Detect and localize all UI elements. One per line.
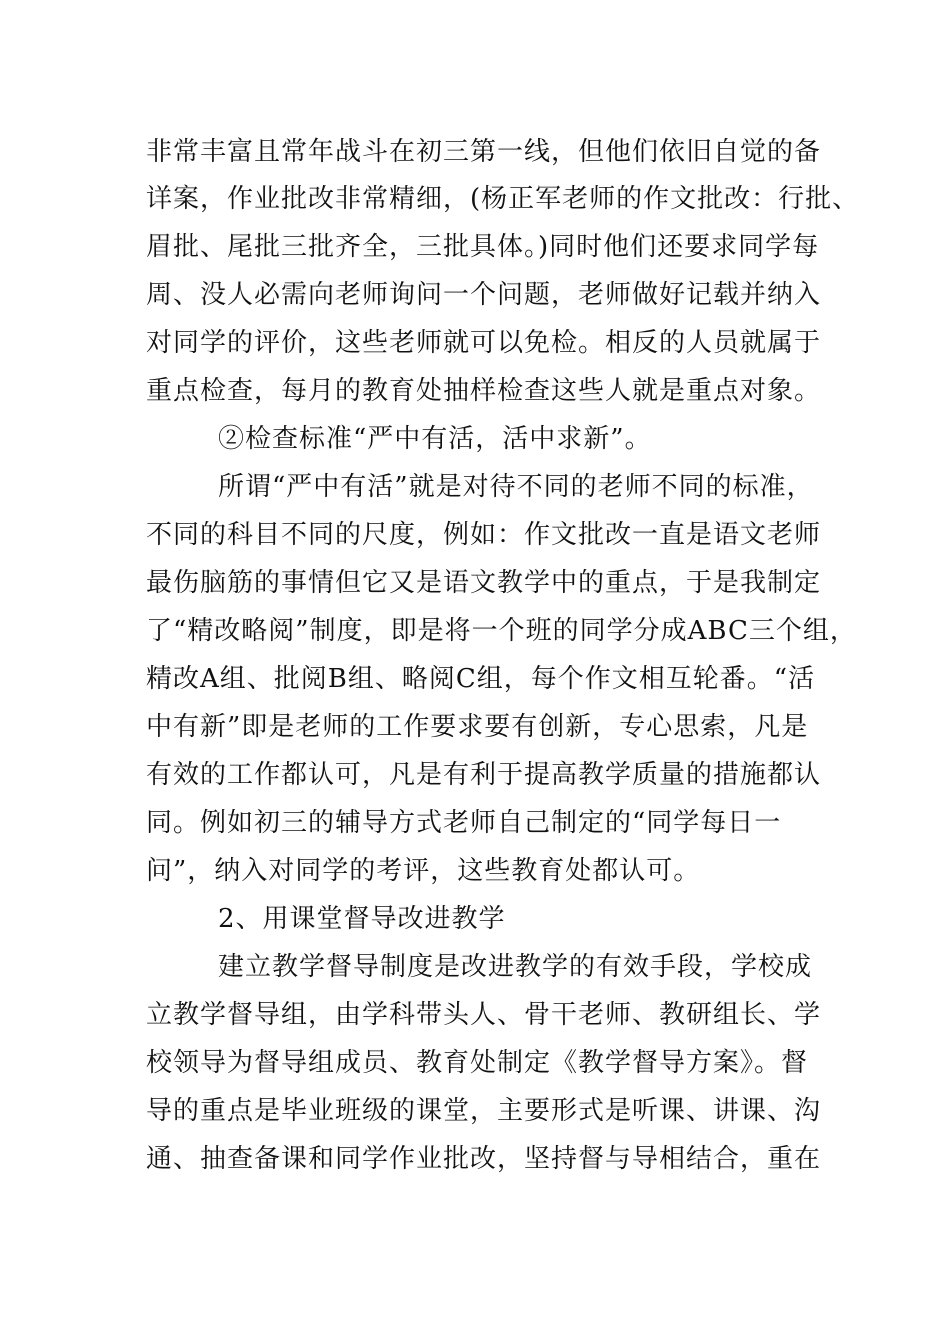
text-line: 对同学的评价，这些老师就可以免检。相反的人员就属于	[146, 328, 822, 358]
text-line: 非常丰富且常年战斗在初三第一线，但他们依旧自觉的备	[146, 137, 822, 167]
text-line: 详案，作业批改非常精细，(杨正军老师的作文批改：行批、	[146, 184, 860, 214]
text-line: 有效的工作都认可，凡是有利于提高教学质量的措施都认	[146, 760, 822, 790]
text-line: 导的重点是毕业班级的课堂，主要形式是听课、讲课、沟	[146, 1096, 822, 1126]
text-line: 精改A组、批阅B组、略阅C组，每个作文相互轮番。“活	[146, 664, 816, 694]
text-line: 立教学督导组，由学科带头人、骨干老师、教研组长、学	[146, 1000, 822, 1030]
text-line: 通、抽查备课和同学作业批改，坚持督与导相结合，重在	[146, 1144, 822, 1174]
text-line: 不同的科目不同的尺度，例如：作文批改一直是语文老师	[146, 520, 822, 550]
text-line: 中有新”即是老师的工作要求要有创新，专心思索，凡是	[146, 712, 809, 742]
section-heading: 2、用课堂督导改进教学	[218, 904, 506, 934]
text-line: 同。例如初三的辅导方式老师自己制定的“同学每日一	[146, 808, 782, 838]
text-line: 校领导为督导组成员、教育处制定《教学督导方案》。督	[146, 1048, 809, 1078]
text-line: 最伤脑筋的事情但它又是语文教学中的重点，于是我制定	[146, 568, 822, 598]
text-line: 眉批、尾批三批齐全，三批具体。)同时他们还要求同学每	[146, 232, 820, 262]
text-line: 问”，纳入对同学的考评，这些教育处都认可。	[146, 856, 701, 886]
paragraph-start: 所谓“严中有活”就是对待不同的老师不同的标准，	[218, 472, 814, 502]
section-heading: ②检查标准“严中有活，活中求新”。	[218, 424, 652, 454]
text-line: 重点检查，每月的教育处抽样检查这些人就是重点对象。	[146, 376, 822, 406]
paragraph-start: 建立教学督导制度是改进教学的有效手段，学校成	[218, 952, 813, 982]
text-line: 了“精改略阅”制度，即是将一个班的同学分成ABC三个组，	[146, 616, 857, 646]
text-line: 周、没人必需向老师询问一个问题，老师做好记载并纳入	[146, 280, 822, 310]
